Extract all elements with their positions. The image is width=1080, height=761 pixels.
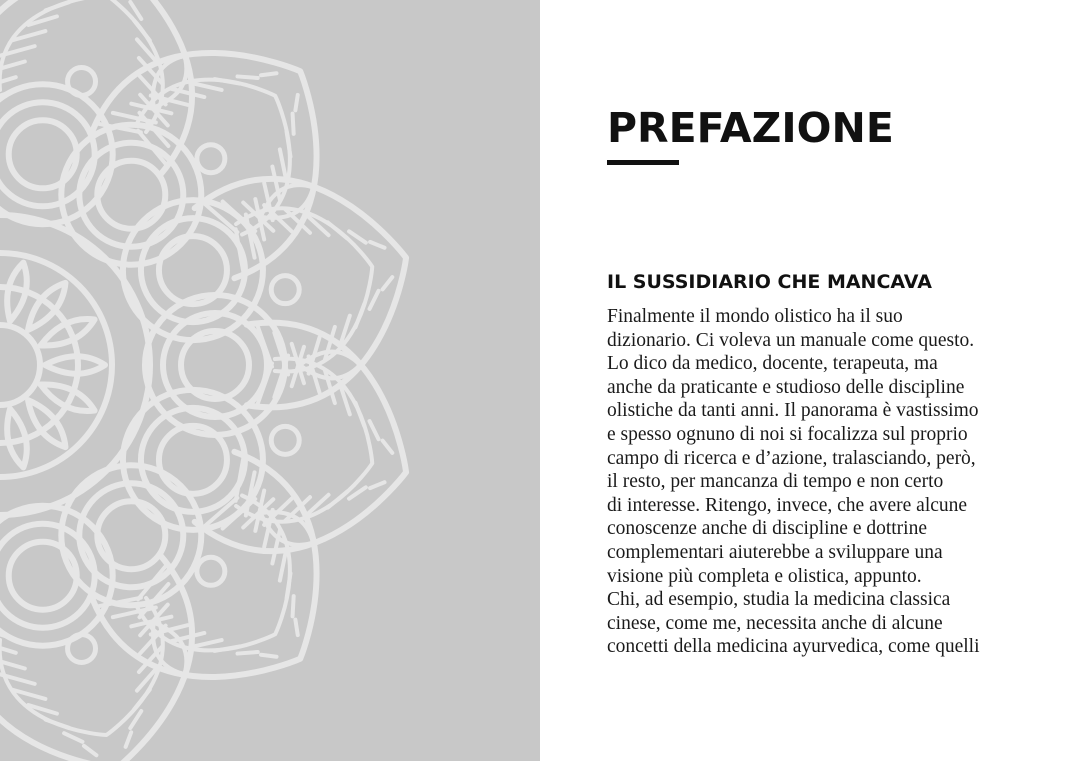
body-line: Lo dico da medico, docente, terapeuta, ma bbox=[607, 353, 938, 375]
text-column bbox=[540, 0, 1080, 761]
body-line: olistiche da tanti anni. Il panorama è vastissimo bbox=[607, 400, 979, 422]
body-line: e spesso ognuno di noi si focalizza sul proprio bbox=[607, 423, 968, 445]
body-line: conoscenze anche di discipline e dottrine bbox=[607, 518, 927, 540]
body-paragraph bbox=[607, 305, 1027, 659]
body-line: anche da praticante e studioso delle discipline bbox=[607, 376, 965, 398]
body-line: cinese, come me, necessita anche di alcune bbox=[607, 612, 943, 634]
body-line: dizionario. Ci voleva un manuale come questo. bbox=[607, 329, 975, 351]
body-line: di interesse. Ritengo, invece, che avere alcune bbox=[607, 494, 968, 516]
section-heading: IL SUSSIDIARIO CHE MANCAVA bbox=[607, 271, 932, 293]
page-title: PREFAZIONE bbox=[607, 104, 894, 152]
body-line: Finalmente il mondo olistico ha il suo bbox=[607, 306, 903, 327]
body-line: complementari aiuterebbe a sviluppare una bbox=[607, 541, 943, 563]
title-underline bbox=[607, 160, 679, 165]
body-line: Chi, ad esempio, studia la medicina classica bbox=[607, 589, 951, 611]
body-line: visione più completa e olistica, appunto. bbox=[607, 565, 922, 587]
body-line: concetti della medicina ayurvedica, come quelli bbox=[607, 636, 980, 658]
body-line: il resto, per mancanza di tempo e non certo bbox=[607, 471, 944, 493]
body-line: campo di ricerca e d’azione, tralasciando, però, bbox=[607, 447, 976, 469]
